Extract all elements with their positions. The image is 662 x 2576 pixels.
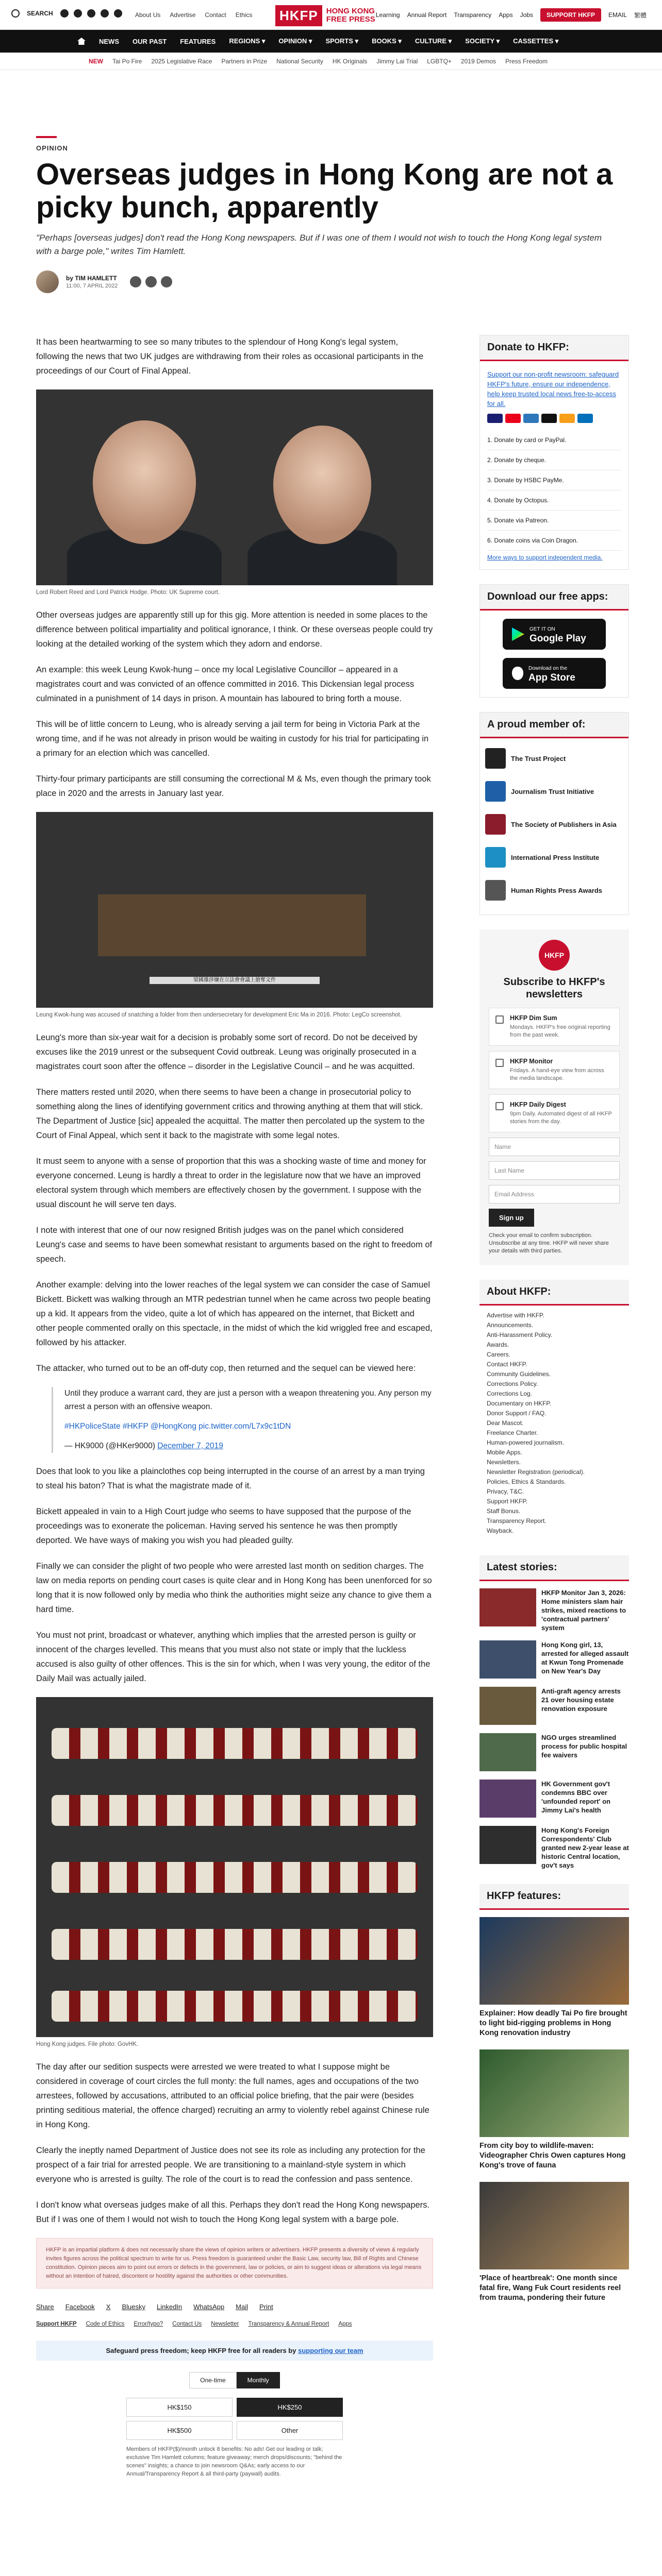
newsletter-title: Subscribe to HKFP's newsletters <box>503 976 605 1000</box>
latest-box <box>479 1555 629 1870</box>
about-link[interactable]: Staff Bonus. <box>487 1507 521 1515</box>
share-link[interactable]: Print <box>259 2303 273 2311</box>
nav-item[interactable]: CULTURE ▾ <box>415 37 452 45</box>
judges-wigs-photo <box>36 1697 433 2037</box>
article-category[interactable]: OPINION <box>36 144 68 152</box>
amex-icon <box>523 414 539 423</box>
article-paragraph: This will be of little concern to Leung, who is already serving a jail term for being in Victoria Park at the wrong time, and if he was not already in prison would be waiting in custody for his trial for participating in a primary for an election which was cancelled. <box>36 720 429 758</box>
article-paragraph: Another example: delving into the lower reaches of the legal system we can consider the case of Samuel Bickett. Bickett was walking through an MTR pedestrian tunnel when he came across two people beating up a kid. It appears from the video, quite a lot of which has appeared on the internet, that Bickett and other people commented orally on this spectacle, in the midst of which the kid wriggled free and escaped, followed by his attacker. <box>36 1280 433 1347</box>
support-link[interactable]: Transparency & Annual Report <box>248 2321 329 2327</box>
tweet-date-link[interactable]: December 7, 2019 <box>157 1442 223 1450</box>
about-box <box>479 1280 629 1541</box>
embedded-tweet <box>52 1387 433 1453</box>
newsletter-option[interactable] <box>489 1008 620 1046</box>
legco-photo <box>36 812 433 1008</box>
article-paragraph: It must seem to anyone with a sense of proportion that this was a shocking waste of time and money for everyone concerned. Leung is hardly a threat to order in the legislature now that we have an improved electoral system through which members are effectively chosen by the government. I suppose with the usual discount he will serve ten days. <box>36 1157 426 1209</box>
newsletter-logo: HKFP <box>539 940 570 971</box>
topbar-link[interactable]: Advertise <box>170 11 196 19</box>
article-paragraph: Finally we can consider the plight of two people who were arrested last month on sedition charges. The law on media reports on pending court cases is quite clear and in Hong Kong has been unenforced for so long that it is now followed only by media who think the authorities might seize any chance to give them a hard time. <box>36 1562 432 1614</box>
donate-band <box>36 2341 433 2361</box>
newsletter-note: Check your email to confirm subscription. Unsubscribe at any time. HKFP will never share your details with third parties. <box>489 1232 609 1254</box>
topbar-link[interactable]: Contact <box>205 11 226 19</box>
story-thumb <box>479 1640 536 1679</box>
article-paragraph: Thirty-four primary participants are still consuming the correctional M & Ms, even though the primary took place in 2020 and the arrests in January last year. <box>36 774 431 798</box>
donate-option[interactable]: 3. Donate by HSBC PayMe. <box>487 470 621 490</box>
about-link[interactable]: Human-powered journalism. <box>487 1439 565 1446</box>
share-link[interactable]: LinkedIn <box>157 2303 183 2311</box>
article-paragraph: There matters rested until 2020, when there seems to have been a change in prosecutorial policy to something along the lines of identifying government critics and throwing anything at them that will stick. The Department of Justice [sic] appealed the acquittal. The matter then percolated up the system to the Court of Final Appeal, which sent it back to the magistrate with some legal notes. <box>36 1088 425 1140</box>
story-title[interactable]: Hong Kong's Foreign Correspondents' Club granted new 2-year lease at historic Central location, gov't says <box>541 1826 629 1869</box>
article-paragraph: The day after our sedition suspects were arrested we were treated to what I suppose might be considered in coverage of court circles the full monty: the full names, ages and occupations of the two arrestees, followed by accusations, attributed to an official police briefing, that the pair were (besides printing seditious material, the offence charged) recruiting an army to violently rebel against Chinese rule in Hong Kong. <box>36 2062 429 2129</box>
signup-button[interactable]: Sign up <box>489 1209 534 1227</box>
topbar-left <box>11 9 122 18</box>
more-ways-link[interactable]: More ways to support independent media. <box>487 554 603 561</box>
checkbox[interactable] <box>495 1059 504 1067</box>
sopa-icon <box>485 814 506 835</box>
tweet-author: — HK9000 (@HKer9000) <box>64 1442 155 1450</box>
frequency-toggle <box>126 2372 343 2388</box>
features-box <box>479 1884 629 2303</box>
donate-option[interactable]: 5. Donate via Patreon. <box>487 511 621 531</box>
applepay-icon <box>541 414 557 423</box>
about-link[interactable]: Newsletters. <box>487 1459 521 1466</box>
topbar-link[interactable]: Apps <box>499 11 513 19</box>
paypal-icon <box>577 414 593 423</box>
payment-cards <box>487 414 621 423</box>
subnav-item[interactable]: Press Freedom <box>505 57 548 65</box>
first-name-input[interactable]: Name <box>489 1138 620 1156</box>
about-link[interactable]: Community Guidelines. <box>487 1370 551 1378</box>
author-name[interactable]: by TIM HAMLETT <box>66 275 117 282</box>
feature-thumb <box>479 2182 629 2269</box>
apps-title: Download our free apps: <box>480 585 628 611</box>
story-thumb <box>479 1687 536 1725</box>
latest-story[interactable] <box>479 1780 629 1818</box>
story-thumb <box>479 1588 536 1626</box>
share-link[interactable]: Mail <box>236 2303 248 2311</box>
last-name-input[interactable]: Last Name <box>489 1161 620 1180</box>
member-name: The Trust Project <box>511 754 566 762</box>
apps-box <box>479 584 629 698</box>
newsletter-option[interactable] <box>489 1051 620 1089</box>
subnav-item[interactable]: National Security <box>276 57 323 65</box>
story-title[interactable]: Hong Kong girl, 13, arrested for alleged assault at Kwun Tong Promenade on New Year's Day <box>541 1641 629 1675</box>
logo-text-line-1: HONG KONG <box>326 7 375 15</box>
newsletter-name: HKFP Monitor <box>510 1058 553 1065</box>
gp-small: GET IT ON <box>529 626 555 632</box>
visa-icon <box>487 414 503 423</box>
amount-option[interactable]: HK$500 <box>126 2421 233 2440</box>
search-label[interactable]: SEARCH <box>27 10 53 17</box>
nav-item[interactable]: CASSETTES ▾ <box>513 37 559 45</box>
article-paragraph: I don't know what overseas judges make of all this. Perhaps they don't read the Hong Kong newspapers. But if I was one of them I would not wish to touch the Hong Kong legal system with a barge pole. <box>36 2200 430 2224</box>
member-name: International Press Institute <box>511 853 600 861</box>
support-link[interactable]: Newsletter <box>211 2321 239 2327</box>
about-link[interactable]: Awards. <box>487 1341 509 1348</box>
article-paragraph: I note with interest that one of our now resigned British judges was on the panel which considered Leung's case and seems to have been somewhat resistant to arguments based on the right to freedom of speech. <box>36 1226 433 1264</box>
newsletter-name: HKFP Daily Digest <box>510 1101 566 1108</box>
article-paragraph: Leung's more than six-year wait for a decision is probably some sort of record. Do not be deceived by excuses like the 2019 unrest or the subsequent Covid outbreak. Leung was originally prosecuted in a magistrates court soon after the offence – disorder in the Legislative Council – and he was acquitted. <box>36 1033 418 1071</box>
nav-item[interactable]: FEATURES <box>180 37 216 45</box>
facebook-share-icon[interactable] <box>130 276 141 287</box>
share-link[interactable]: WhatsApp <box>193 2303 225 2311</box>
support-link[interactable]: Apps <box>338 2321 352 2327</box>
donate-band-text: Safeguard press freedom; keep HKFP free for all readers by <box>106 2347 296 2354</box>
story-thumb <box>479 1733 536 1771</box>
subnav-item[interactable]: Tai Po Fire <box>112 57 142 65</box>
about-link[interactable]: Careers. <box>487 1351 511 1358</box>
feature-thumb <box>479 1917 629 2005</box>
topbar-links <box>135 11 252 19</box>
support-link[interactable]: Error/typo? <box>134 2321 163 2327</box>
support-link[interactable]: Support HKFP <box>36 2321 77 2327</box>
about-link[interactable]: Documentary on HKFP. <box>487 1400 552 1407</box>
about-link[interactable]: Freelance Charter. <box>487 1429 538 1436</box>
about-link[interactable]: Dear Mascot. <box>487 1419 524 1427</box>
newsletter-desc: Fridays. A hand-eye view from across the media landscape. <box>510 1067 604 1081</box>
tweet-text: Until they produce a warrant card, they are just a person with a weapon threatening you. Any person my arrest a person with an offensive weapon. <box>64 1389 432 1411</box>
member-box <box>479 712 629 915</box>
new-tag: NEW <box>89 57 103 65</box>
newsletter-signup <box>479 929 629 1265</box>
hrpa-icon <box>485 880 506 901</box>
latest-story[interactable] <box>479 1588 629 1632</box>
share-link[interactable]: Facebook <box>65 2303 95 2311</box>
checkbox[interactable] <box>495 1102 504 1110</box>
nav-item[interactable]: SOCIETY ▾ <box>465 37 500 45</box>
tweet-hashtags[interactable]: #HKPoliceState #HKFP @HongKong pic.twitter.com/L7x9c1tDN <box>64 1422 291 1431</box>
feature-item[interactable] <box>479 2182 629 2303</box>
social-icons <box>60 9 122 18</box>
about-link[interactable]: Anti-Harassment Policy. <box>487 1331 553 1338</box>
nav-item[interactable]: REGIONS ▾ <box>229 37 266 45</box>
donate-box <box>479 335 629 570</box>
youtube-icon[interactable] <box>101 9 109 18</box>
whatsapp-share-icon[interactable] <box>161 276 172 287</box>
byline <box>36 270 629 293</box>
logo-mark: HKFP <box>275 5 322 26</box>
donate-option[interactable]: 6. Donate coins via Coin Dragon. <box>487 531 621 551</box>
amount-option[interactable]: HK$250 <box>237 2398 343 2417</box>
figure-legco <box>36 812 433 1019</box>
newsletter-option[interactable] <box>489 1094 620 1132</box>
facebook-icon[interactable] <box>60 9 69 18</box>
jti-icon <box>485 781 506 802</box>
byline-share <box>130 276 172 287</box>
support-link[interactable]: Contact Us <box>172 2321 202 2327</box>
app-store-button[interactable] <box>503 658 606 689</box>
member-name: Human Rights Press Awards <box>511 886 602 894</box>
freq-monthly[interactable]: Monthly <box>237 2372 280 2388</box>
article-body <box>36 335 433 2478</box>
donation-widget <box>126 2372 343 2478</box>
email-input[interactable]: Email Address <box>489 1185 620 1204</box>
email-link[interactable]: EMAIL <box>608 11 627 19</box>
legco-bench <box>98 894 366 956</box>
about-link[interactable]: Corrections Policy. <box>487 1380 538 1387</box>
about-title: About HKFP: <box>479 1280 629 1306</box>
article-paragraph: Bickett appealed in vain to a High Court judge who seems to have supposed that the purpose of the proceedings was to exonerate the policeman. Having served his sentence he was then promptly deported. We have ways of making you wish you had pleaded guilty. <box>36 1507 411 1545</box>
ipi-icon <box>485 847 506 868</box>
threads-icon[interactable] <box>114 9 122 18</box>
latest-title: Latest stories: <box>479 1555 629 1581</box>
instagram-icon[interactable] <box>87 9 95 18</box>
about-link[interactable]: Announcements. <box>487 1321 534 1329</box>
top-utility-bar <box>0 0 662 30</box>
story-thumb <box>479 1826 536 1864</box>
search-icon[interactable] <box>11 9 20 18</box>
topbar-link[interactable]: About Us <box>135 11 161 19</box>
article-standfirst: "Perhaps [overseas judges] don't read the Hong Kong newspapers. But if I was one of them I would not wish to touch the Hong Kong legal system with a barge pole," writes Tim Hamlett. <box>36 233 602 256</box>
about-link[interactable]: Wayback. <box>487 1527 514 1534</box>
mastercard-icon <box>505 414 521 423</box>
feature-title[interactable]: From city boy to wildlife-maven: Videographer Chris Owen captures Hong Kong's trove of fauna <box>479 2142 626 2170</box>
author-avatar[interactable] <box>36 270 59 293</box>
latest-story[interactable] <box>479 1733 629 1771</box>
share-link[interactable]: Bluesky <box>122 2303 145 2311</box>
feature-thumb <box>479 2049 629 2137</box>
checkbox[interactable] <box>495 1015 504 1024</box>
article-paragraph: It has been heartwarming to see so many tributes to the splendour of Hong Kong's legal system, following the news that two UK judges are withdrawing from their roles as occasional participants in the proceedings of our Court of Final Appeal. <box>36 337 424 376</box>
about-link[interactable]: Policies, Ethics & Standards. <box>487 1478 566 1485</box>
trust-project-icon <box>485 748 506 769</box>
topbar-link[interactable]: Transparency <box>454 11 492 19</box>
x-share-icon[interactable] <box>145 276 157 287</box>
subnav-item[interactable]: LGBTQ+ <box>427 57 452 65</box>
about-link[interactable]: Advertise with HKFP. <box>487 1312 544 1319</box>
member-logo[interactable] <box>485 778 623 804</box>
freq-one-time[interactable]: One-time <box>189 2372 236 2388</box>
member-name: The Society of Publishers in Asia <box>511 820 617 828</box>
publish-date: 11:00, 7 APRIL 2022 <box>66 283 118 289</box>
about-link[interactable]: Newsletter Registration (periodical). <box>487 1468 585 1476</box>
feature-item[interactable] <box>479 1917 629 2038</box>
legco-subtitle: 梁國雄涉嫌在立法會會議上搶奪文件 <box>150 977 320 984</box>
topbar-link[interactable]: Ethics <box>235 11 253 19</box>
google-play-icon <box>512 628 524 641</box>
member-logo[interactable] <box>485 811 623 837</box>
story-title[interactable]: HK Government gov't condemns BBC over 'unfounded report' on Jimmy Lai's health <box>541 1780 610 1814</box>
story-title[interactable]: NGO urges streamlined process for public hospital fee waivers <box>541 1734 627 1759</box>
apple-icon <box>512 667 523 680</box>
judge-2-face <box>273 426 371 544</box>
support-links <box>36 2321 433 2327</box>
amount-options <box>126 2398 343 2440</box>
article-paragraph: You must not print, broadcast or whatever, anything which implies that the arrested person is guilty or innocent of the charges levelled. This means that you must also not state or imply that the luckless accused is also guilty of other offences. This is the sin for which, when I was very young, the editor of the Daily Mail was actually jailed. <box>36 1631 431 1683</box>
nav-item[interactable]: BOOKS ▾ <box>372 37 402 45</box>
figure-caption: Hong Kong judges. File photo: GovHK. <box>36 2041 139 2047</box>
article-paragraph: Does that look to you like a plainclothes cop being interrupted in the course of an arrest by a man trying to steal his baton? That is what the magistrate made of it. <box>36 1467 425 1490</box>
kicker-bar <box>36 136 57 138</box>
as-big: App Store <box>528 672 575 683</box>
latest-story[interactable] <box>479 1640 629 1679</box>
sidebar <box>479 335 629 2317</box>
article-paragraph: Other overseas judges are apparently still up for this gig. More attention is needed in some places to the difference between political impartiality and political ignorance, I think. Or these overseas people could try looking at the detailed working of the system which they adorn and endorse. <box>36 611 433 649</box>
about-link[interactable]: Transparency Report. <box>487 1517 547 1524</box>
latest-story[interactable] <box>479 1687 629 1725</box>
donate-band-link[interactable]: supporting our team <box>298 2347 363 2354</box>
figure-wigs <box>36 1697 433 2048</box>
subnav-item[interactable]: 2019 Demos <box>460 57 496 65</box>
donate-option[interactable]: 2. Donate by cheque. <box>487 450 621 470</box>
story-thumb <box>479 1780 536 1818</box>
amount-option[interactable]: Other <box>237 2421 343 2440</box>
wig-row <box>52 1991 418 2022</box>
newsletter-desc: 9pm Daily. Automated digest of all HKFP stories from the day. <box>510 1111 612 1125</box>
nav-item[interactable]: NEWS <box>99 37 119 45</box>
member-logo[interactable] <box>485 745 623 771</box>
wig-row <box>52 1862 418 1893</box>
trending-subnav <box>0 53 662 70</box>
feature-title[interactable]: Explainer: How deadly Tai Po fire brought to light bid-rigging problems in Hong Kong renovation industry <box>479 2009 627 2037</box>
topbar-link[interactable]: Jobs <box>520 11 533 19</box>
topbar-link[interactable]: Learning <box>375 11 400 19</box>
judge-1-face <box>93 420 196 544</box>
donate-intro[interactable]: Support our non-profit newsroom: safeguard HKFP's future, ensure our independence, help keep trusted local news free-to-access for all. <box>487 370 619 408</box>
donate-option[interactable]: 4. Donate by Octopus. <box>487 490 621 511</box>
article-paragraph: The attacker, who turned out to be an off-duty cop, then returned and the sequel can be viewed here: <box>36 1364 416 1373</box>
article-paragraph: An example: this week Leung Kwok-hung – once my local Legislative Councillor – appeared in a magistrates court and was convicted of an offence committed in 2016. This Dickensian legal process culminated in a punishment of 14 days in prison. A mountain has laboured to bring forth a mouse. <box>36 665 415 703</box>
hkfp-logo[interactable] <box>275 3 387 28</box>
member-title: A proud member of: <box>480 713 628 738</box>
story-title[interactable]: HKFP Monitor Jan 3, 2026: Home ministers slam hair strikes, mixed reactions to 'contractual partners' system <box>541 1589 626 1632</box>
figure-caption: Lord Robert Reed and Lord Patrick Hodge. Photo: UK Supreme court. <box>36 589 220 596</box>
subnav-item[interactable]: Partners in Prize <box>221 57 268 65</box>
opinion-disclaimer: HKFP is an impartial platform & does not necessarily share the views of opinion writers or advertisers. HKFP presents a diversity of views & regularly invites figures across the political spectrum to write for us. Press freedom is guaranteed under the Basic Law, security law, Bill of Rights and Chinese constitution. Opinion pieces aim to point out errors or defects in the government, law or policies, or aim to suggest ideas or alterations via legal means without an intention of hatred, discontent or hostility against the authorities or other communities. <box>36 2238 433 2289</box>
amount-option[interactable]: HK$150 <box>126 2398 233 2417</box>
about-list <box>479 1306 629 1541</box>
topbar-link[interactable]: Annual Report <box>407 11 447 19</box>
features-title: HKFP features: <box>479 1884 629 1910</box>
home-icon[interactable] <box>77 38 86 45</box>
nav-item[interactable]: OUR PAST <box>133 37 167 45</box>
about-link[interactable]: Support HKFP. <box>487 1498 528 1505</box>
figure-judges <box>36 389 433 597</box>
wig-row <box>52 1929 418 1960</box>
about-link[interactable]: Corrections Log. <box>487 1390 533 1397</box>
logo-text <box>326 7 375 24</box>
as-small: Download on the <box>528 666 568 671</box>
subnav-item[interactable]: HK Originals <box>332 57 368 65</box>
newsletter-name: HKFP Dim Sum <box>510 1014 557 1022</box>
about-link[interactable]: Donor Support / FAQ. <box>487 1410 547 1417</box>
nav-item[interactable]: SPORTS ▾ <box>325 37 359 45</box>
member-name: Journalism Trust Initiative <box>511 787 594 795</box>
membership-note: Members of HKFP($)/month unlock 8 benefits: No ads! Get our leading or talk; exclusive Tim Hamlett columns; feature giveaway; merch drops/discounts; "behind the scenes" insights; a chance to join newsroom Q&As; early access to our Annual/Transparency Report & all third-party (paywall) audits. <box>126 2446 342 2477</box>
google-play-button[interactable] <box>503 619 606 650</box>
subnav-item[interactable]: Jimmy Lai Trial <box>376 57 418 65</box>
latest-story[interactable] <box>479 1826 629 1870</box>
support-link[interactable]: Code of Ethics <box>86 2321 125 2327</box>
about-link[interactable]: Contact HKFP. <box>487 1361 527 1368</box>
feature-title[interactable]: 'Place of heartbreak': One month since fatal fire, Wang Fuk Court residents reel from trauma, pondering their future <box>479 2274 621 2302</box>
donate-option[interactable]: 1. Donate by card or PayPal. <box>487 430 621 450</box>
figure-caption: Leung Kwok-hung was accused of snatching a folder from then undersecretary for development Eric Ma in 2016. Photo: LegCo screenshot. <box>36 1012 402 1018</box>
newsletter-desc: Mondays. HKFP's free original reporting from the past week. <box>510 1024 610 1038</box>
article-header <box>36 136 629 293</box>
about-link[interactable]: Privacy, T&C. <box>487 1488 524 1495</box>
judges-photo <box>36 389 433 585</box>
share-link[interactable]: X <box>106 2303 111 2311</box>
article-paragraph: Clearly the ineptly named Department of Justice does not see its role as including any protection for the prospect of a fair trial for arrested people. We are transitioning to a mainland-style system in which everyone who is arrested is guilty. The role of the court is to read the confession and pass sentence. <box>36 2146 425 2184</box>
about-link[interactable]: Mobile Apps. <box>487 1449 522 1456</box>
member-logo[interactable] <box>485 877 623 903</box>
story-title[interactable]: Anti-graft agency arrests 21 over housing estate renovation exposure <box>541 1687 621 1713</box>
language-toggle[interactable]: 繁體 <box>634 11 647 19</box>
subnav-item[interactable]: 2025 Legislative Race <box>151 57 212 65</box>
gp-big: Google Play <box>529 633 586 644</box>
wig-row <box>52 1795 418 1826</box>
share-link[interactable]: Share <box>36 2303 54 2311</box>
member-logo[interactable] <box>485 844 623 870</box>
article-title: Overseas judges in Hong Kong are not a picky bunch, apparently <box>36 158 613 224</box>
donate-title: Donate to HKFP: <box>480 335 628 361</box>
support-hkfp-button[interactable]: SUPPORT HKFP <box>540 8 601 22</box>
main-nav <box>0 30 662 53</box>
feature-item[interactable] <box>479 2049 629 2171</box>
nav-item[interactable]: OPINION ▾ <box>278 37 312 45</box>
logo-text-line-2: FREE PRESS <box>326 15 375 24</box>
share-row <box>36 2303 433 2311</box>
tweet-signature <box>64 1439 433 1453</box>
wig-row <box>52 1728 418 1759</box>
x-icon[interactable] <box>74 9 82 18</box>
topbar-right <box>376 8 647 22</box>
unionpay-icon <box>559 414 575 423</box>
